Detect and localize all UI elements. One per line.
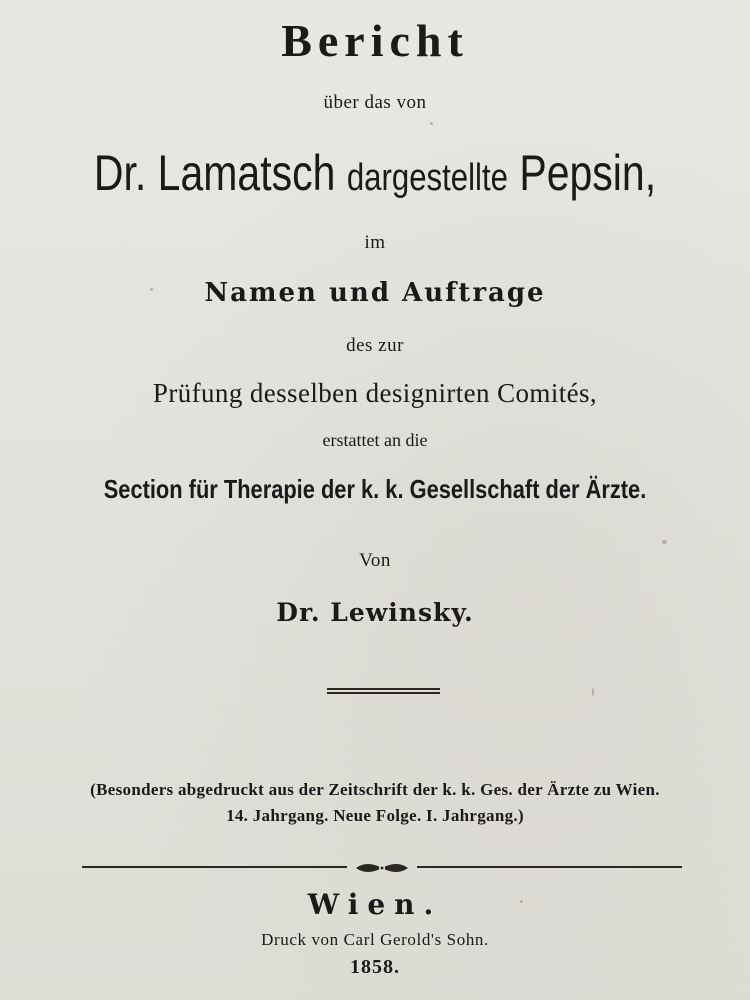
author-name: Dr. Lewinsky. — [276, 598, 474, 627]
paper-speck — [662, 540, 667, 544]
line-von: Von — [359, 550, 391, 571]
main-title-end: Pepsin, — [519, 145, 657, 201]
ornamental-rule-right-bar — [417, 866, 682, 868]
ornamental-rule-left-bar — [82, 866, 347, 868]
ornamental-rule — [82, 858, 682, 878]
line-des-zur: des zur — [346, 335, 404, 356]
paper-speck — [430, 122, 433, 125]
imprint-place: Wien. — [307, 888, 443, 921]
main-title-name: Dr. Lamatsch — [93, 145, 336, 201]
line-erstattet: erstattet an die — [322, 430, 428, 450]
line-im: im — [364, 232, 386, 253]
line-section: Section für Therapie der k. k. Gesellschaft der Ärzte. — [103, 474, 647, 504]
imprint-printer: Druck von Carl Gerold's Sohn. — [261, 930, 489, 949]
main-title-mid: dargestellte — [346, 157, 508, 199]
imprint-year: 1858. — [350, 956, 400, 978]
double-rule-divider — [327, 688, 440, 694]
reprint-note-line-2: 14. Jahrgang. Neue Folge. I. Jahrgang.) — [226, 806, 524, 825]
fleuron-ornament-icon — [352, 858, 412, 878]
reprint-note-line-1: (Besonders abgedruckt aus der Zeitschrift der k. k. Ges. der Ärzte zu Wien. — [90, 780, 660, 799]
main-title — [68, 144, 683, 202]
line-pruefung: Prüfung desselben designirten Comités, — [152, 378, 598, 408]
document-title: Bericht — [281, 15, 469, 66]
paper-speck — [592, 688, 594, 696]
line-namen-und-auftrage: Namen und Auftrage — [204, 278, 546, 308]
paper-speck — [150, 288, 153, 291]
subtitle-line-uber: über das von — [323, 92, 427, 113]
paper-speck — [520, 900, 523, 903]
